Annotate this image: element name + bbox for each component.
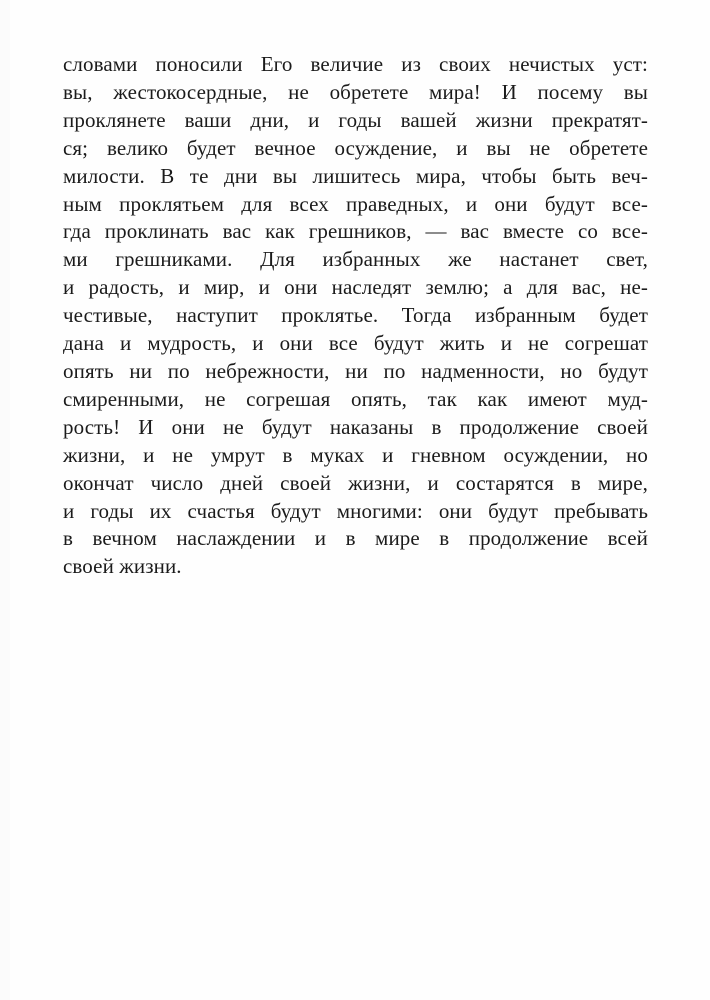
text-line-last: своей жизни. bbox=[63, 554, 182, 579]
text-line: гда проклинать вас как грешников, — вас вместе со все- bbox=[63, 219, 648, 244]
text-line: честивые, наступит проклятье. Тогда избранным будет bbox=[63, 303, 648, 328]
text-line: жизни, и не умрут в муках и гневном осуждении, но bbox=[63, 442, 648, 467]
text-line: дана и мудрость, и они все будут жить и не согрешат bbox=[63, 331, 648, 356]
text-line: ми грешниками. Для избранных же настанет свет, bbox=[63, 247, 648, 272]
text-line: смиренными, не согрешая опять, так как имеют муд- bbox=[63, 386, 648, 411]
text-line: опять ни по небрежности, ни по надменности, но будут bbox=[63, 358, 648, 383]
text-line: вы, жестокосердные, не обретете мира! И посему вы bbox=[63, 79, 648, 104]
text-line: ным проклятьем для всех праведных, и они будут все- bbox=[63, 191, 648, 216]
text-line: и радость, и мир, и они наследят землю; а для вас, не- bbox=[63, 275, 648, 300]
text-line: рость! И они не будут наказаны в продолжение своей bbox=[63, 414, 648, 439]
text-line: проклянете ваши дни, и годы вашей жизни прекратят- bbox=[63, 107, 648, 132]
text-line: и годы их счастья будут многими: они будут пребывать bbox=[63, 498, 648, 523]
text-line: в вечном наслаждении и в мире в продолжение всей bbox=[63, 526, 648, 551]
text-line: словами поносили Его величие из своих нечистых уст: bbox=[63, 52, 648, 76]
text-line: окончат число дней своей жизни, и состарятся в мире, bbox=[63, 470, 648, 495]
text-line: милости. В те дни вы лишитесь мира, чтобы быть веч- bbox=[63, 163, 648, 188]
text-line: ся; велико будет вечное осуждение, и вы не обретете bbox=[63, 135, 648, 160]
body-text-block bbox=[63, 51, 648, 581]
